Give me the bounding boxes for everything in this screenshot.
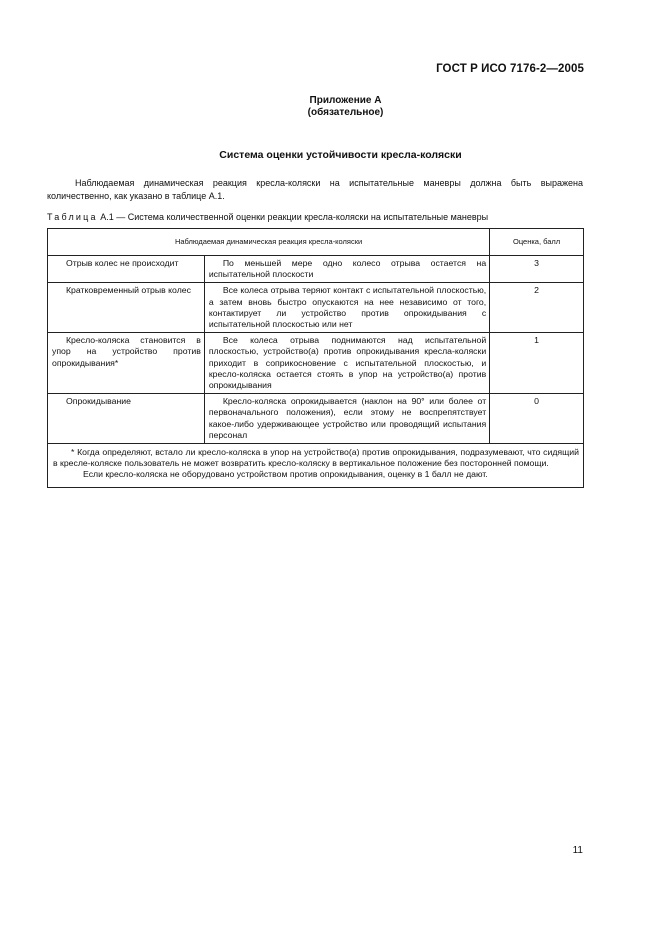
page-number: 11: [572, 845, 583, 856]
table-row: [48, 256, 584, 283]
table-caption-prefix: Таблица: [47, 212, 98, 222]
footnote-asterisk: * Когда определяют, встало ли кресло-коляска в упор на устройство(а) против опрокидывания, подразумевают, что сидящий в кресле-коляске пользователь не может возвратить кресло-коляску в вертикальное положение без посторонней помощи.: [53, 447, 579, 469]
table-caption: [47, 212, 587, 222]
appendix-heading: [0, 95, 661, 119]
table-row: [48, 394, 584, 444]
table-footnote-row: [48, 444, 584, 488]
appendix-status: (обязательное): [307, 107, 384, 118]
table-header-row: [48, 229, 584, 256]
row-description: Кресло-коляска опрокидывается (наклон на 90° или более от первоначального положения), если этому не воспрепятствует какое-либо удерживающее устройство или проводящий испытания персонал: [204, 394, 489, 444]
row-condition: Отрыв колес не происходит: [48, 256, 205, 283]
section-title: Система оценки устойчивости кресла-коляски: [219, 149, 462, 161]
scoring-table: [47, 228, 584, 488]
header-reaction: Наблюдаемая динамическая реакция кресла-коляски: [48, 229, 490, 256]
footnote-no-device: Если кресло-коляска не оборудовано устройством против опрокидывания, оценку в 1 балл не дают.: [83, 469, 488, 480]
standard-code: ГОСТ Р ИСО 7176-2—2005: [436, 63, 584, 75]
table-caption-text: А.1 — Система количественной оценки реакции кресла-коляски на испытательные маневры: [97, 212, 489, 222]
row-description: Все колеса отрыва поднимаются над испытательной плоскостью, устройство(а) против опрокидывания кресла-коляски приходит в соприкосновение с испытательной плоскостью, и кресло-коляска остается стоять в упор на устройство(а) против опрокидывания: [204, 333, 489, 394]
row-description: По меньшей мере одно колесо отрыва остается на испытательной плоскости: [204, 256, 489, 283]
row-description: Все колеса отрыва теряют контакт с испытательной плоскостью, а затем вновь быстро опускаются на нее независимо от того, контактирует ли устройство против опрокидывания с испытательной плоскостью или нет: [204, 283, 489, 333]
row-score: 0: [490, 394, 584, 444]
row-condition: Опрокидывание: [48, 394, 205, 444]
header-score: Оценка, балл: [490, 229, 584, 256]
table-row: [48, 283, 584, 333]
table-footnote: [48, 444, 584, 488]
row-score: 1: [490, 333, 584, 394]
appendix-title: Приложение А: [309, 95, 382, 106]
row-condition: Кратковременный отрыв колес: [48, 283, 205, 333]
row-condition: Кресло-коляска становится в упор на устройство против опрокидывания*: [48, 333, 205, 394]
row-score: 2: [490, 283, 584, 333]
intro-paragraph: Наблюдаемая динамическая реакция кресла-коляски на испытательные маневры должна быть выражена количественно, как указано в таблице А.1.: [47, 178, 583, 201]
row-score: 3: [490, 256, 584, 283]
table-row: [48, 333, 584, 394]
